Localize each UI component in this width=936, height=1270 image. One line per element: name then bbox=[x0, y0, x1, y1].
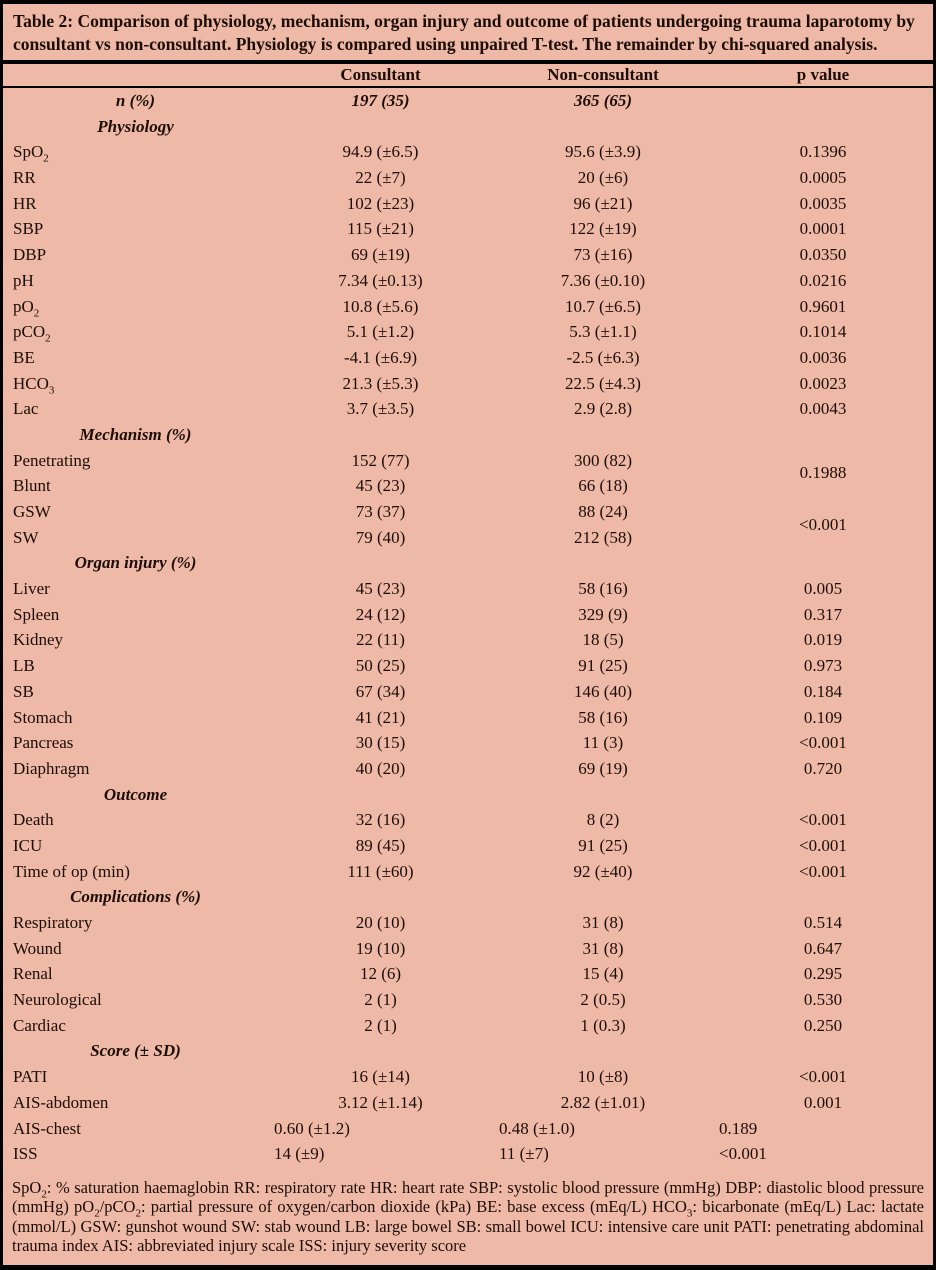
consultant-value: 45 (23) bbox=[355, 579, 406, 599]
p-value: 0.1396 bbox=[799, 142, 847, 162]
consultant-value: 79 (40) bbox=[355, 527, 406, 547]
consultant-value: 10.8 (±5.6) bbox=[342, 296, 419, 316]
section-heading-row bbox=[3, 114, 933, 140]
non-consultant-value: 73 (±16) bbox=[573, 245, 633, 265]
row-label: Kidney bbox=[13, 630, 64, 650]
table-row bbox=[3, 1116, 933, 1142]
col-header-non-consultant: Non-consultant bbox=[547, 65, 659, 84]
non-consultant-value: 22.5 (±4.3) bbox=[565, 373, 641, 393]
row-label: Liver bbox=[13, 579, 50, 599]
consultant-value: 115 (±21) bbox=[347, 219, 414, 239]
table-row bbox=[3, 936, 933, 962]
row-label: SBP bbox=[13, 219, 44, 239]
table-row bbox=[3, 139, 933, 165]
p-value: <0.001 bbox=[799, 835, 847, 855]
p-value: 0.001 bbox=[803, 1092, 843, 1112]
row-label: Outcome bbox=[103, 784, 168, 804]
consultant-value: 22 (±7) bbox=[355, 168, 406, 188]
row-label: $HCO_3$ bbox=[13, 373, 55, 396]
row-label: Pancreas bbox=[13, 733, 74, 753]
non-consultant-value: 329 (9) bbox=[578, 604, 628, 624]
table-title: Table 2: Comparison of physiology, mechanism, organ injury and outcome of patients undergoing trauma laparotomy by consultant vs non-consultant. Physiology is compared using unpaired T-test. The remainder by chi-squared analysis. bbox=[13, 11, 915, 54]
table-row bbox=[3, 961, 933, 987]
consultant-value: 16 (±14) bbox=[351, 1067, 410, 1087]
consultant-value: 89 (45) bbox=[355, 835, 406, 855]
non-consultant-value: 69 (19) bbox=[578, 758, 628, 778]
p-value: 0.250 bbox=[803, 1015, 843, 1035]
table-row bbox=[3, 1090, 933, 1116]
table-row bbox=[3, 294, 933, 320]
row-label: Complications (%) bbox=[70, 887, 201, 907]
non-consultant-value: 365 (65) bbox=[573, 91, 633, 110]
consultant-value: 73 (37) bbox=[355, 502, 406, 521]
non-consultant-value: 2.9 (2.8) bbox=[573, 399, 633, 419]
consultant-value: 40 (20) bbox=[355, 758, 406, 778]
table-row bbox=[3, 730, 933, 756]
table-row bbox=[3, 602, 933, 628]
p-value: <0.001 bbox=[799, 810, 847, 830]
table-row bbox=[3, 859, 933, 885]
p-value: 0.0036 bbox=[799, 347, 847, 367]
table-row bbox=[3, 165, 933, 191]
section-heading-row bbox=[3, 1038, 933, 1064]
p-value: 0.0043 bbox=[799, 399, 847, 419]
row-label: AIS-abdomen bbox=[13, 1092, 109, 1112]
p-value: <0.001 bbox=[799, 1067, 847, 1087]
consultant-value: 7.34 (±0.13) bbox=[338, 270, 423, 290]
abbreviations-footnote: SpO$_2$: % saturation haemaglobin RR: respiratory rate HR: heart rate SBP: systolic blood pressure (mmHg) DBP: diastolic blood pressure (mmHg) $pO_2/pCO_2$: partial pressure of oxygen/carbon dioxide (kPa) BE: base excess (mEq/L) $HCO_3$: bicarbonate (mEq/L) Lac: lactate (mmol/L) GSW: gunshot wound SW: stab wound LB: large bowel SB: small bowel ICU: intensive care unit PATI: penetrating abdominal trauma index AIS: abbreviated injury scale ISS: injury severity score bbox=[12, 1177, 924, 1256]
consultant-value: 197 (35) bbox=[351, 91, 410, 110]
row-label: ICU bbox=[13, 835, 43, 855]
row-label: pCO$_2$ bbox=[13, 322, 51, 345]
p-value: 0.530 bbox=[803, 990, 843, 1010]
p-value: <0.001 bbox=[799, 861, 847, 881]
col-header-empty bbox=[3, 64, 268, 86]
non-consultant-value: 31 (8) bbox=[582, 938, 624, 958]
p-value: 0.0005 bbox=[799, 168, 847, 188]
col-header-consultant: Consultant bbox=[340, 65, 421, 84]
p-value-rowspan-group bbox=[3, 499, 933, 550]
p-value: 0.295 bbox=[803, 964, 843, 984]
row-label: pH bbox=[13, 270, 34, 290]
non-consultant-value: 212 (58) bbox=[573, 527, 633, 547]
table-row bbox=[3, 242, 933, 268]
non-consultant-value: 58 (16) bbox=[578, 707, 628, 727]
p-value: 0.514 bbox=[803, 913, 843, 932]
non-consultant-value: 95.6 (±3.9) bbox=[565, 142, 641, 162]
table-row bbox=[3, 216, 933, 242]
p-value: 0.973 bbox=[803, 656, 843, 676]
consultant-value: 22 (11) bbox=[356, 630, 405, 650]
row-label: $pO_2$ bbox=[13, 296, 40, 319]
row-label: Organ injury (%) bbox=[74, 553, 197, 573]
consultant-value: 152 (77) bbox=[351, 450, 410, 470]
table-row bbox=[3, 627, 933, 653]
non-consultant-value: 11 (±7) bbox=[499, 1144, 549, 1164]
non-consultant-value: 15 (4) bbox=[582, 964, 624, 984]
table-row bbox=[3, 345, 933, 371]
row-label: HR bbox=[13, 193, 37, 213]
row-label: SpO$_2$ bbox=[13, 142, 49, 165]
p-value: 0.0001 bbox=[799, 219, 847, 239]
row-label: Spleen bbox=[13, 604, 60, 624]
p-value: 0.109 bbox=[803, 707, 843, 727]
non-consultant-value: 20 (±6) bbox=[577, 168, 629, 188]
row-label: Neurological bbox=[13, 990, 102, 1010]
non-consultant-value: 66 (18) bbox=[578, 476, 628, 496]
row-label: Renal bbox=[13, 964, 53, 984]
table-row bbox=[3, 1141, 933, 1167]
table-row bbox=[3, 910, 933, 936]
section-heading-row bbox=[3, 550, 933, 576]
table-row bbox=[3, 756, 933, 782]
non-consultant-value: 2.82 (±1.01) bbox=[560, 1092, 646, 1112]
p-value: 0.1014 bbox=[799, 322, 847, 342]
consultant-value: 41 (21) bbox=[355, 707, 406, 727]
table-row bbox=[3, 653, 933, 679]
p-value: 0.189 bbox=[719, 1118, 758, 1138]
row-label: Wound bbox=[13, 938, 62, 958]
row-label: Death bbox=[13, 810, 54, 830]
consultant-value: 20 (10) bbox=[355, 913, 406, 932]
table-row bbox=[3, 833, 933, 859]
p-value: 0.1988 bbox=[799, 463, 847, 483]
consultant-value: 2 (1) bbox=[364, 990, 397, 1010]
row-label: Physiology bbox=[97, 116, 174, 136]
non-consultant-value: 18 (5) bbox=[582, 630, 624, 650]
consultant-value: 12 (6) bbox=[359, 964, 402, 984]
row-label: n (%) bbox=[115, 91, 156, 110]
table-row bbox=[3, 1064, 933, 1090]
row-label: ISS bbox=[13, 1144, 38, 1164]
non-consultant-value: 11 (3) bbox=[582, 733, 624, 753]
row-label: SB bbox=[13, 681, 34, 701]
table-row bbox=[3, 88, 933, 114]
non-consultant-value: 10.7 (±6.5) bbox=[565, 296, 641, 316]
p-value: <0.001 bbox=[719, 1144, 767, 1164]
row-label: Time of op (min) bbox=[13, 861, 130, 881]
consultant-value: 0.60 (±1.2) bbox=[274, 1118, 350, 1138]
p-value: 0.647 bbox=[803, 938, 843, 958]
table-header-row bbox=[3, 60, 933, 88]
table-row bbox=[3, 1013, 933, 1039]
row-label: Mechanism (%) bbox=[79, 424, 192, 444]
consultant-value: 24 (12) bbox=[355, 604, 406, 624]
table-row bbox=[3, 679, 933, 705]
consultant-value: 69 (±19) bbox=[351, 245, 410, 265]
p-value: 0.019 bbox=[803, 630, 843, 650]
consultant-value: 30 (15) bbox=[355, 733, 406, 753]
consultant-value: 14 (±9) bbox=[274, 1144, 325, 1164]
non-consultant-value: 300 (82) bbox=[573, 450, 633, 470]
table-body bbox=[3, 88, 933, 1167]
non-consultant-value: -2.5 (±6.3) bbox=[566, 347, 640, 367]
row-label: Diaphragm bbox=[13, 758, 90, 778]
non-consultant-value: 31 (8) bbox=[582, 913, 624, 932]
section-heading-row bbox=[3, 422, 933, 448]
table-row bbox=[3, 807, 933, 833]
consultant-value: -4.1 (±6.9) bbox=[343, 347, 418, 367]
p-value: 0.0035 bbox=[799, 193, 847, 213]
non-consultant-value: 91 (25) bbox=[578, 835, 628, 855]
non-consultant-value: 146 (40) bbox=[573, 681, 633, 701]
row-label: Respiratory bbox=[13, 913, 93, 932]
non-consultant-value: 2 (0.5) bbox=[580, 990, 626, 1010]
consultant-value: 50 (25) bbox=[355, 656, 406, 676]
non-consultant-value: 96 (±21) bbox=[573, 193, 633, 213]
row-label: AIS-chest bbox=[13, 1118, 81, 1138]
p-value bbox=[713, 88, 933, 114]
non-consultant-value: 91 (25) bbox=[578, 656, 628, 676]
table-row bbox=[3, 268, 933, 294]
p-value: 0.720 bbox=[803, 758, 843, 778]
non-consultant-value: 7.36 (±0.10) bbox=[560, 270, 646, 290]
table-row bbox=[3, 705, 933, 731]
p-value: 0.9601 bbox=[799, 296, 847, 316]
section-heading-row bbox=[3, 782, 933, 808]
table-row bbox=[3, 191, 933, 217]
row-label: Score (± SD) bbox=[90, 1041, 181, 1061]
row-label: Blunt bbox=[13, 476, 51, 496]
non-consultant-value: 122 (±19) bbox=[569, 219, 637, 239]
row-label: RR bbox=[13, 168, 36, 188]
consultant-value: 94.9 (±6.5) bbox=[342, 142, 419, 162]
p-value: 0.0350 bbox=[799, 245, 847, 265]
row-label: Cardiac bbox=[13, 1015, 66, 1035]
p-value: 0.184 bbox=[803, 681, 843, 701]
p-value: 0.005 bbox=[803, 579, 843, 599]
p-value-rowspan-group bbox=[3, 448, 933, 499]
consultant-value: 111 (±60) bbox=[347, 861, 414, 881]
col-header-p-value: p value bbox=[796, 65, 850, 84]
p-value: <0.001 bbox=[799, 514, 847, 534]
p-value: <0.001 bbox=[799, 733, 847, 753]
consultant-value: 45 (23) bbox=[355, 476, 406, 496]
row-label: Penetrating bbox=[13, 450, 91, 470]
table-row bbox=[3, 576, 933, 602]
row-label: SW bbox=[13, 527, 39, 547]
consultant-value: 5.1 (±1.2) bbox=[346, 322, 415, 342]
consultant-value: 67 (34) bbox=[355, 681, 406, 701]
consultant-value: 3.12 (±1.14) bbox=[338, 1092, 423, 1112]
p-value: 0.317 bbox=[803, 604, 843, 624]
section-heading-row bbox=[3, 884, 933, 910]
non-consultant-value: 5.3 (±1.1) bbox=[569, 322, 637, 342]
row-label: Lac bbox=[13, 399, 39, 419]
table-row bbox=[3, 319, 933, 345]
non-consultant-value: 10 (±8) bbox=[577, 1067, 629, 1087]
row-label: PATI bbox=[13, 1067, 48, 1087]
row-label: LB bbox=[13, 656, 35, 676]
table-row bbox=[3, 987, 933, 1013]
non-consultant-value: 58 (16) bbox=[578, 579, 628, 599]
table-row bbox=[3, 396, 933, 422]
p-value: 0.0216 bbox=[799, 270, 847, 290]
non-consultant-value: 92 (±40) bbox=[573, 861, 633, 881]
non-consultant-value: 88 (24) bbox=[578, 502, 628, 521]
consultant-value: 21.3 (±5.3) bbox=[342, 373, 419, 393]
consultant-value: 3.7 (±3.5) bbox=[346, 399, 415, 419]
non-consultant-value: 1 (0.3) bbox=[580, 1015, 626, 1035]
row-label: GSW bbox=[13, 502, 51, 521]
row-label: Stomach bbox=[13, 707, 73, 727]
consultant-value: 32 (16) bbox=[355, 810, 406, 830]
consultant-value: 2 (1) bbox=[364, 1015, 397, 1035]
table-row bbox=[3, 371, 933, 397]
row-label: DBP bbox=[13, 245, 47, 265]
consultant-value: 102 (±23) bbox=[346, 193, 415, 213]
non-consultant-value: 8 (2) bbox=[586, 810, 620, 830]
p-value: 0.0023 bbox=[799, 373, 847, 393]
consultant-value: 19 (10) bbox=[355, 938, 406, 958]
non-consultant-value: 0.48 (±1.0) bbox=[499, 1118, 575, 1138]
row-label: BE bbox=[13, 347, 35, 367]
